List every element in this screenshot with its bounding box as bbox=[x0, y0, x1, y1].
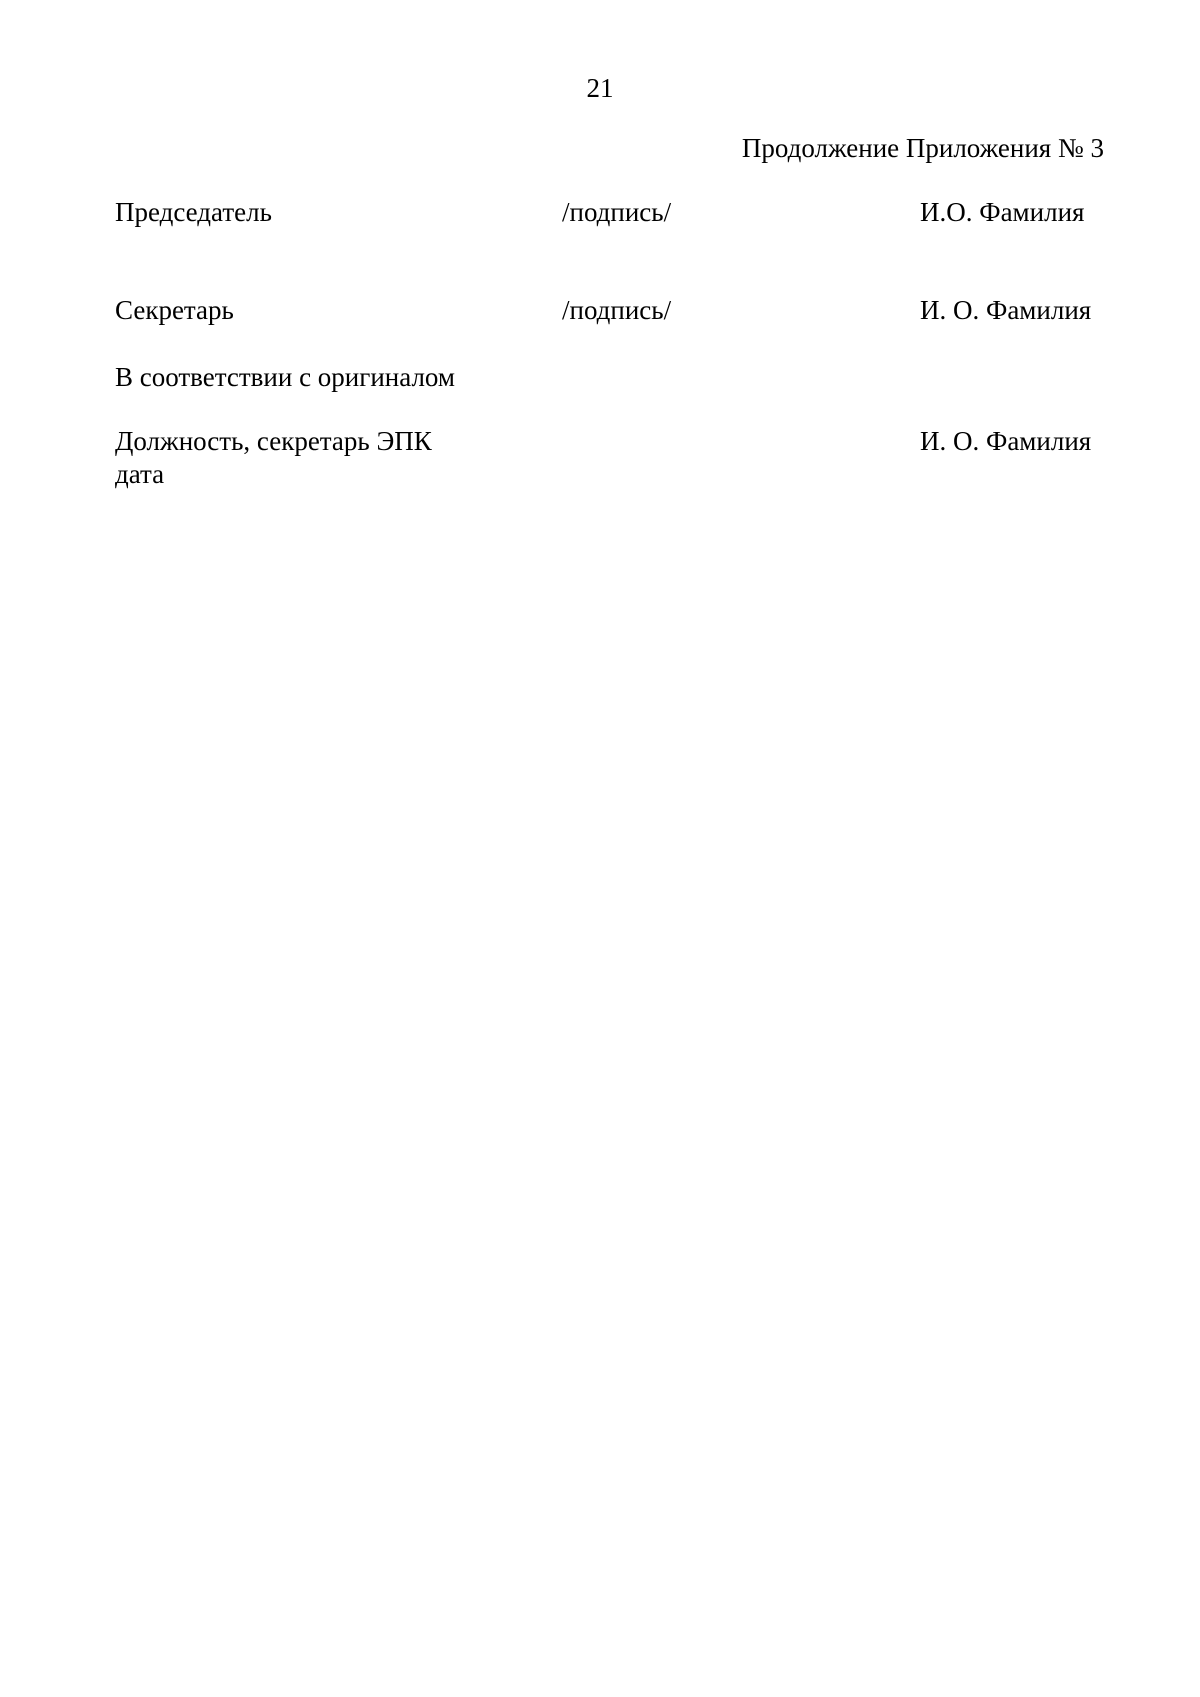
signature-placeholder: /подпись/ bbox=[562, 197, 672, 227]
signatory-name: И. О. Фамилия bbox=[920, 295, 1092, 325]
certifier-position: Должность, секретарь ЭПК bbox=[115, 426, 432, 456]
signatory-name: И.О. Фамилия bbox=[920, 197, 1085, 227]
page-number: 21 bbox=[586, 73, 614, 103]
certification-date-label: дата bbox=[115, 459, 165, 489]
certification-statement: В соответствии с оригиналом bbox=[115, 362, 455, 392]
appendix-continuation-note: Продолжение Приложения № 3 bbox=[741, 133, 1104, 163]
role-label: Председатель bbox=[115, 197, 272, 227]
certifier-name: И. О. Фамилия bbox=[920, 426, 1092, 456]
role-label: Секретарь bbox=[115, 295, 234, 325]
signature-placeholder: /подпись/ bbox=[562, 295, 672, 325]
